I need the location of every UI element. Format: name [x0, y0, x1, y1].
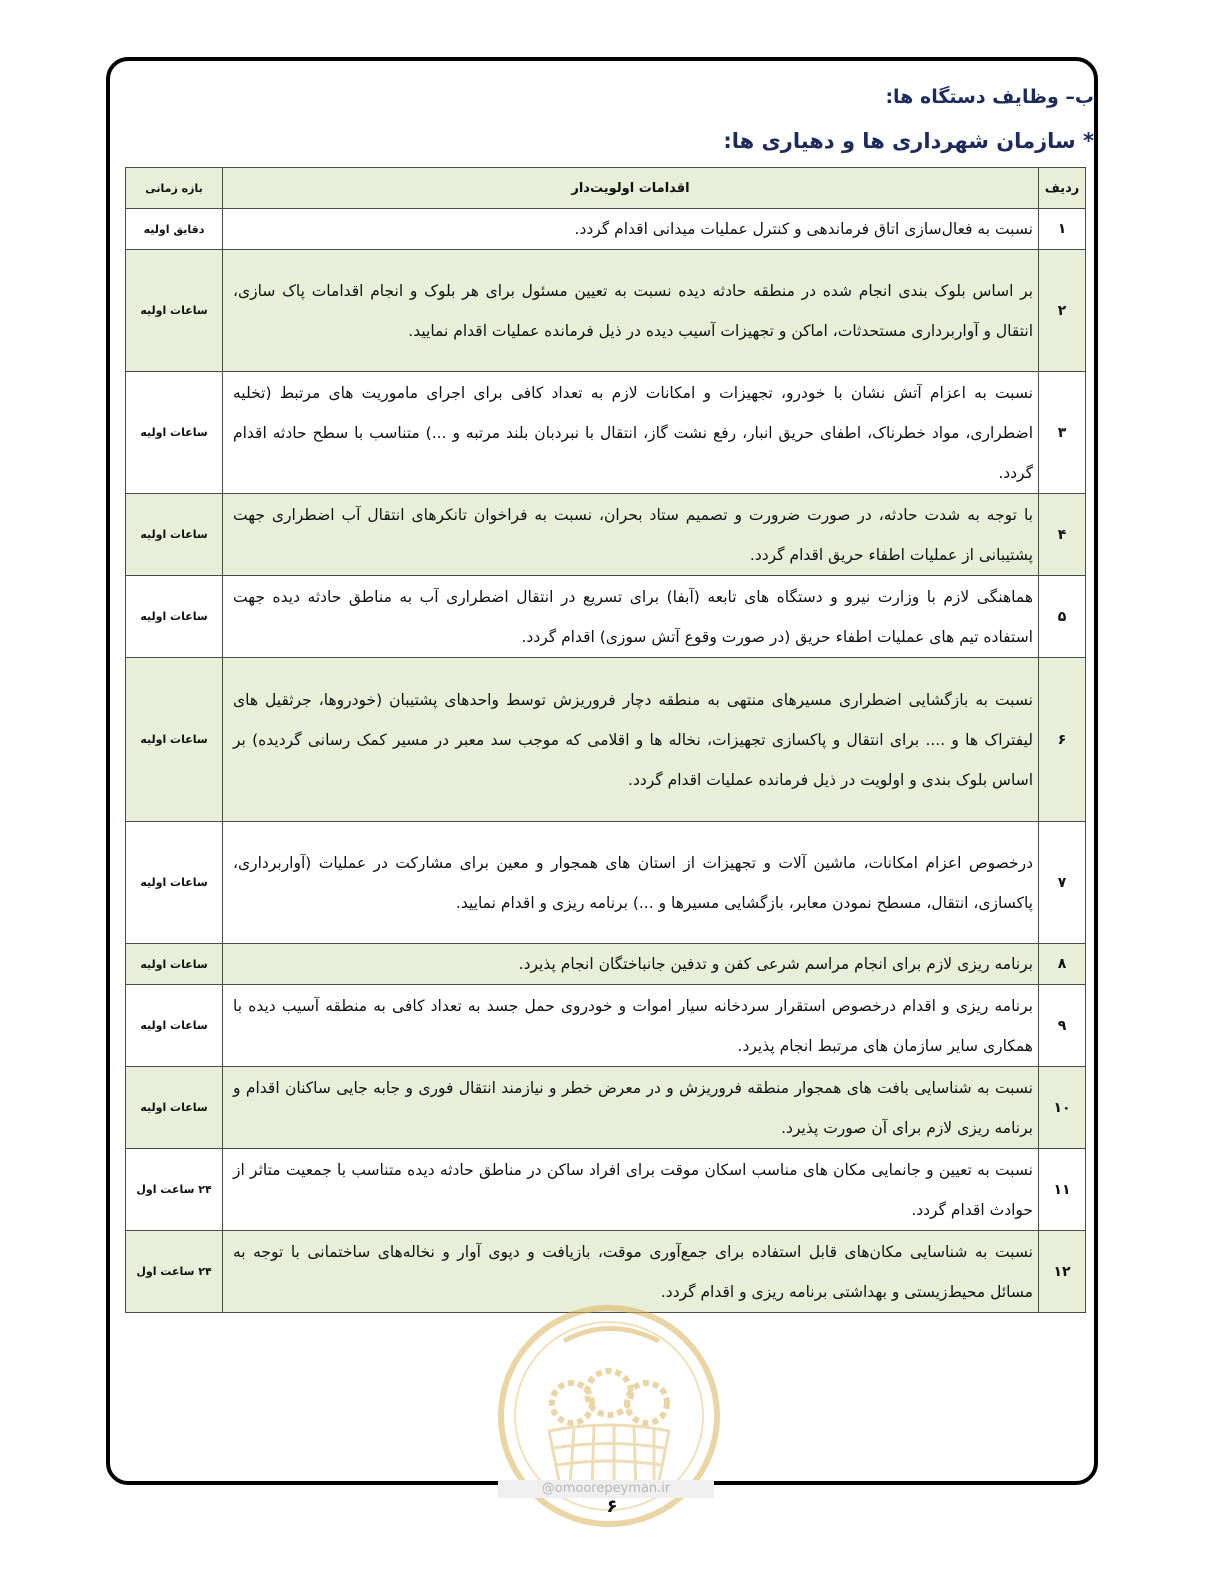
- page-number: ۶: [606, 1496, 618, 1517]
- row-action: هماهنگی لازم با وزارت نیرو و دستگاه های تابعه (آبفا) برای تسریع در انتقال اضطراری آب به مناطق حادثه دیده جهت استفاده تیم های عملیات اطفاء حریق (در صورت وقوع آتش سوزی) اقدام گردد.: [223, 576, 1039, 658]
- row-action: برنامه ریزی لازم برای انجام مراسم شرعی کفن و تدفین جانباختگان انجام پذیرد.: [223, 944, 1039, 985]
- row-time-frame: دقایق اولیه: [126, 209, 223, 250]
- header-row-number: ردیف: [1039, 168, 1086, 209]
- row-number: ۱: [1039, 209, 1086, 250]
- duties-table: [125, 167, 1086, 1313]
- row-action: نسبت به شناسایی بافت های همجوار منطقه فروریزش و در معرض خطر و نیازمند انتقال فوری و جابه جایی ساکنان اقدام و برنامه ریزی لازم برای آن صورت پذیرد.: [223, 1067, 1039, 1149]
- row-action: نسبت به بازگشایی اضطراری مسیرهای منتهی به منطقه دچار فروریزش توسط واحدهای پشتیبان (خودروها، جرثقیل های لیفتراک ها و .... برای انتقال و پاکسازی تجهیزات، نخاله ها و اقلامی که موجب سد معبر در مسیر کمک رسانی گردیده) بر اساس بلوک بندی و اولویت در ذیل فرمانده عملیات اقدام گردد.: [223, 658, 1039, 822]
- row-number: ۱۱: [1039, 1149, 1086, 1231]
- header-time-frame: بازه زمانی: [126, 168, 223, 209]
- row-number: ۵: [1039, 576, 1086, 658]
- table-row: [126, 209, 1086, 250]
- row-number: ۸: [1039, 944, 1086, 985]
- row-number: ۴: [1039, 494, 1086, 576]
- header-priority-actions: اقدامات اولویت‌دار: [223, 168, 1039, 209]
- row-action: نسبت به تعیین و جانمایی مکان های مناسب اسکان موقت برای افراد ساکن در مناطق حادثه دیده متناسب با جمعیت متاثر از حوادث اقدام گردد.: [223, 1149, 1039, 1231]
- table-row: [126, 1149, 1086, 1231]
- row-time-frame: ساعات اولیه: [126, 576, 223, 658]
- table-row: [126, 1067, 1086, 1149]
- table-row: [126, 576, 1086, 658]
- row-time-frame: ساعات اولیه: [126, 250, 223, 372]
- row-time-frame: ۲۴ ساعت اول: [126, 1231, 223, 1313]
- section-heading: ب– وظایف دستگاه ها:: [885, 86, 1094, 108]
- row-time-frame: ساعات اولیه: [126, 372, 223, 494]
- row-time-frame: ساعات اولیه: [126, 944, 223, 985]
- row-action: برنامه ریزی و اقدام درخصوص استقرار سردخانه سیار اموات و خودروی حمل جسد به تعداد کافی به منطقه آسیب دیده با همکاری سایر سازمان های مرتبط انجام پذیرد.: [223, 985, 1039, 1067]
- watermark-url: @omoorepeyman.ir: [498, 1480, 714, 1498]
- row-number: ۷: [1039, 822, 1086, 944]
- row-number: ۲: [1039, 250, 1086, 372]
- row-number: ۱۰: [1039, 1067, 1086, 1149]
- row-time-frame: ساعات اولیه: [126, 494, 223, 576]
- table-row: [126, 494, 1086, 576]
- row-time-frame: ۲۴ ساعت اول: [126, 1149, 223, 1231]
- table-row: [126, 944, 1086, 985]
- row-time-frame: ساعات اولیه: [126, 822, 223, 944]
- row-number: ۶: [1039, 658, 1086, 822]
- row-action: درخصوص اعزام امکانات، ماشین آلات و تجهیزات از استان های همجوار و معین برای مشارکت در عملیات (آواربرداری، پاکسازی، انتقال، مسطح نمودن معابر، بازگشایی مسیرها و ...) برنامه ریزی و اقدام نمایید.: [223, 822, 1039, 944]
- row-time-frame: ساعات اولیه: [126, 658, 223, 822]
- row-number: ۳: [1039, 372, 1086, 494]
- section-subheading: * سازمان شهرداری ها و دهیاری ها:: [723, 129, 1094, 153]
- row-time-frame: ساعات اولیه: [126, 1067, 223, 1149]
- table-row: [126, 250, 1086, 372]
- table-row: [126, 372, 1086, 494]
- row-action: نسبت به فعال‌سازی اتاق فرماندهی و کنترل عملیات میدانی اقدام گردد.: [223, 209, 1039, 250]
- row-action: نسبت به اعزام آتش نشان با خودرو، تجهیزات و امکانات لازم به تعداد کافی برای اجرای ماموریت های مرتبط (تخلیه اضطراری، مواد خطرناک، اطفای حریق انبار، رفع نشت گاز، انتقال با نبردبان بلند مرتبه و ...) متناسب با سطح حادثه اقدام گردد.: [223, 372, 1039, 494]
- table-row: [126, 985, 1086, 1067]
- row-time-frame: ساعات اولیه: [126, 985, 223, 1067]
- row-action: نسبت به شناسایی مکان‌های قابل استفاده برای جمع‌آوری موقت، بازیافت و دپوی آوار و نخاله‌های ساختمانی با توجه به مسائل محیط‌زیستی و بهداشتی برنامه ریزی و اقدام گردد.: [223, 1231, 1039, 1313]
- row-action: بر اساس بلوک بندی انجام شده در منطقه حادثه دیده نسبت به تعیین مسئول برای هر بلوک و انجام اقدامات پاک سازی، انتقال و آواربرداری مستحدثات، اماکن و تجهیزات آسیب دیده در ذیل فرمانده عملیات اقدام نمایید.: [223, 250, 1039, 372]
- table-row: [126, 658, 1086, 822]
- table-row: [126, 822, 1086, 944]
- row-number: ۹: [1039, 985, 1086, 1067]
- table-header-row: [126, 168, 1086, 209]
- row-number: ۱۲: [1039, 1231, 1086, 1313]
- row-action: با توجه به شدت حادثه، در صورت ضرورت و تصمیم ستاد بحران، نسبت به فراخوان تانکرهای انتقال آب اضطراری جهت پشتیبانی از عملیات اطفاء حریق اقدام گردد.: [223, 494, 1039, 576]
